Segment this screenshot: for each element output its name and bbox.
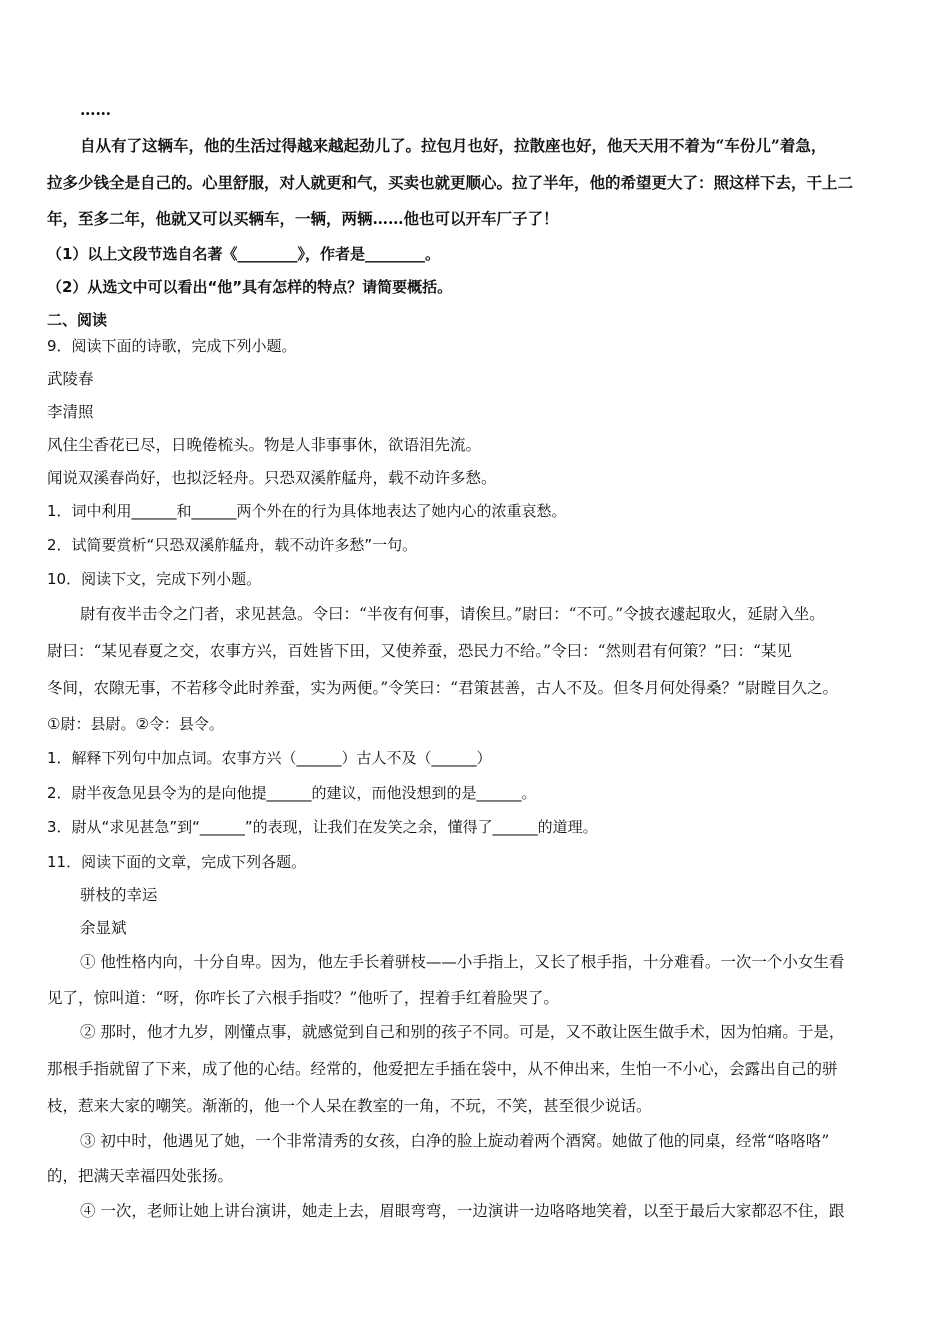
paragraph-line: ③ 初中时，他遇见了她，一个非常清秀的女孩，白净的脸上旋动着两个酒窝。她做了他的同桌，经常“咯咯咯”: [80, 1132, 830, 1150]
article-author: 余显斌: [80, 919, 127, 937]
excerpt-line: 年，至多二年，他就又可以买辆车，一辆，两辆……他也可以开车厂子了！: [47, 209, 559, 228]
q10-prompt: 10．阅读下文，完成下列小题。: [47, 570, 262, 588]
passage-line: 尉曰：“某见春夏之交，农事方兴，百姓皆下田，又使养蚕，恐民力不给。”令曰：“然则君有何策？”曰：“某见: [47, 642, 792, 660]
paragraph-line: 的，把满天幸福四处张扬。: [47, 1167, 234, 1185]
paragraph-line: 见了，惊叫道：“呀，你咋长了六根手指哎？”他听了，捏着手红着脸哭了。: [47, 989, 559, 1007]
ellipsis: ……: [80, 100, 111, 119]
article-title: 骈枝的幸运: [80, 886, 158, 904]
poet: 李清照: [47, 403, 94, 421]
q10-item: 1．解释下列句中加点词。农事方兴（______）古人不及（______）: [47, 749, 492, 767]
excerpt-line: 拉多少钱全是自己的。心里舒服，对人就更和气，买卖也就更顺心。拉了半年，他的希望更大了：照这样下去，干上二: [47, 173, 854, 192]
q10-item: 3．尉从“求见甚急”到“______”的表现，让我们在发笑之余，懂得了______的道理。: [47, 818, 598, 836]
paragraph-line: ② 那时，他才九岁，刚懂点事，就感觉到自己和别的孩子不同。可是，又不敢让医生做手术，因为怕痛。于是，: [80, 1023, 845, 1041]
poem-title: 武陵春: [47, 370, 94, 388]
paragraph-line: ④ 一次，老师让她上讲台演讲，她走上去，眉眼弯弯，一边演讲一边咯咯地笑着，以至于最后大家都忍不住，跟: [80, 1202, 845, 1220]
q11-prompt: 11．阅读下面的文章，完成下列各题。: [47, 853, 307, 871]
paragraph-line: 那根手指就留了下来，成了他的心结。经常的，他爱把左手插在袋中，从不伸出来，生怕一不小心，会露出自己的骈: [47, 1060, 838, 1078]
q10-item: 2．尉半夜急见县令为的是向他提______的建议，而他没想到的是______。: [47, 784, 537, 802]
poem-line: 闻说双溪春尚好，也拟泛轻舟。只恐双溪舴艋舟，载不动许多愁。: [47, 469, 497, 487]
paragraph-line: 枝，惹来大家的嘲笑。渐渐的，他一个人呆在教室的一角，不玩，不笑，甚至很少说话。: [47, 1097, 652, 1115]
poem-line: 风住尘香花已尽，日晚倦梳头。物是人非事事休，欲语泪先流。: [47, 436, 482, 454]
question-item: （1）以上文段节选自名著《________》，作者是________。: [47, 245, 440, 263]
passage-line: 冬间，农隙无事，不若移令此时养蚕，实为两便。”令笑曰：“君策甚善，古人不及。但冬月何处得桑？”尉瞠目久之。: [47, 679, 839, 697]
passage-line: 尉有夜半击令之门者，求见甚急。令曰：“半夜有何事，请俟旦。”尉曰：“不可。”令披衣遽起取火，延尉入坐。: [80, 605, 825, 623]
section-title: 二、阅读: [47, 311, 108, 329]
excerpt-line: 自从有了这辆车，他的生活过得越来越起劲儿了。拉包月也好，拉散座也好，他天天用不着为“车份儿”着急，: [80, 136, 827, 155]
question-item: （2）从选文中可以看出“他”具有怎样的特点？请简要概括。: [47, 278, 453, 296]
note: ①尉：县尉。②令：县令。: [47, 715, 224, 733]
q9-item: 1．词中利用______和______两个外在的行为具体地表达了她内心的浓重哀愁。: [47, 502, 567, 520]
q9-prompt: 9．阅读下面的诗歌，完成下列小题。: [47, 337, 297, 355]
paragraph-line: ① 他性格内向，十分自卑。因为，他左手长着骈枝——小手指上，又长了根手指，十分难看。一次一个小女生看: [80, 953, 845, 971]
q9-item: 2．试简要赏析“只恐双溪舴艋舟，载不动许多愁”一句。: [47, 536, 418, 554]
